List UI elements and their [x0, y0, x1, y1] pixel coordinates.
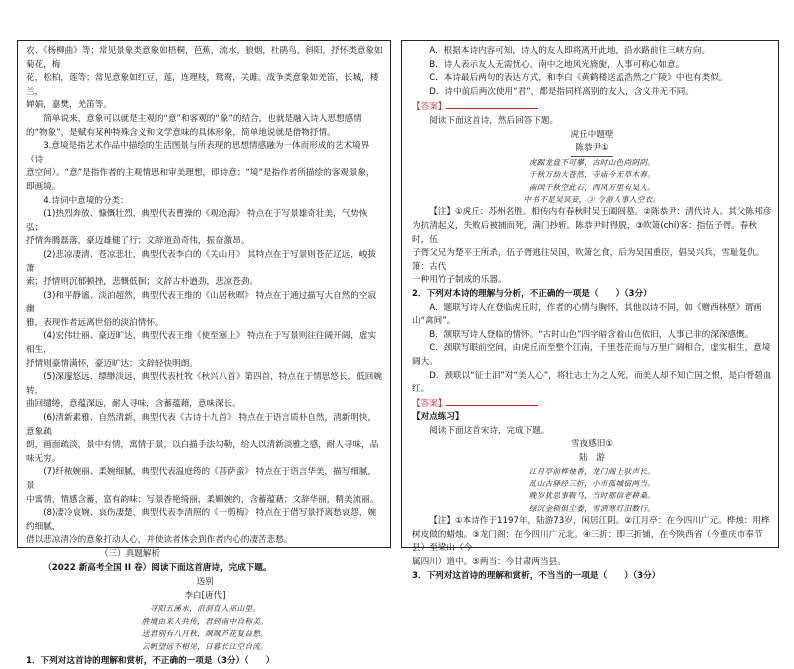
exam-intro-2: 阅读下面这首诗，然后回答下题。 — [429, 115, 559, 126]
note-line: 属四川）道中。⑤两当：今甘肃两当县。 — [412, 557, 566, 568]
question-3: 3．下列对这首诗的理解和赏析，不当当的一项是（ ）（3分） — [412, 570, 661, 581]
body-line: 婵娟，嘉樊，羌笛等。 — [26, 100, 112, 111]
body-line: 农、《杨柳曲》等；常见景象类意象如梧桐，芭蕉，流水，狼烟，杜鹃鸟，斜阳，抒怀类意象如菊花，梅 — [26, 46, 383, 70]
question-1: 1．下列对这首诗的理解和赏析，不正确的一项是（3分）（ ） — [26, 655, 275, 666]
note-line: 一种用竹子制成的乐器。 — [412, 275, 507, 286]
note-line: 子胥父兄为楚平王所杀，伍子胥逃往吴国，吹箫乞食，后为吴国重臣，倡吴兴兵，雪耻复仇。箫：古代 — [412, 248, 765, 272]
body-line: 借以悲凉清冷的意象打动人心，并使读者体会到作者内心的凄苦悲愁。 — [26, 535, 293, 546]
poem-line: 云帆望远不相见，日暮长江空自流。 — [141, 641, 269, 651]
practice-title: 【对点练习】 — [412, 412, 464, 423]
answer-line-2: 【答案】 — [412, 397, 772, 412]
option-line: 红。 — [412, 384, 430, 395]
body-line: 朗，画面疏淡，景中有情，寓情于景，以白描手法勾勒，给人以清新淡雅之感，耐人寻味，品味无穷。 — [26, 440, 379, 464]
poem1-author: 陈恭尹① — [412, 142, 772, 157]
body-line: 雅，表现作者远离世俗的淡泊情怀。 — [26, 317, 164, 328]
practice-intro: 阅读下面这首宋诗，完成下题。 — [429, 425, 550, 436]
option-line: C．颈联写眼前空间，由虎丘而至整个江南，千里苍茫而与万里广阔相合，虚实相生，意境阔大。 — [412, 343, 771, 367]
option-line: B．颔联写诗人登临的情怀。“古时山色”四字暗含着山色依旧，人事已非的深深感慨。 — [429, 329, 754, 340]
poem-line: 江月亭前桦烛香，龙门阁上驮声长。 — [528, 466, 656, 476]
poem2-notes — [412, 515, 772, 569]
body-line: (5)深邃悠远、缥缈淡远，典型代表杜牧《秋兴八首》第四首，特点在于情思悠长，低回婉转， — [26, 372, 382, 396]
poem-line: 千秋万劫大苍然，寺庙今无草木春。 — [528, 170, 656, 180]
note-line: 【注】①本诗作于1197年，陆游73岁，闲居江阴。②江月亭：在今四川广元。桦烛：用桦 — [429, 516, 770, 527]
body-line: (7)纤秾婉丽、柔婉细腻，典型代表温庭筠的《菩萨蛮》 特点在于语言华美，描写细腻，景 — [26, 467, 377, 491]
question-2: 2．下列对本诗的理解与分析，不正确的一项是（ ）（3分） — [412, 288, 652, 299]
body-line: 简单说来，意象可以就是主观的“意”和客观的“象”的结合，也就是融入诗人思想感情 — [43, 113, 362, 124]
option-line: D．诗中前后两次使用“君”，都是指同样离别的友人，含义并无不同。 — [429, 86, 694, 97]
answer-line-1: 【答案】 — [412, 100, 772, 115]
poem-line: 虎踞龙盘不可攀，古时山色尚阴阴。 — [528, 157, 656, 167]
body-line: 花，松柏，莲等；常见意象如红豆，莲，连理枝，鸳鸯，关雎。战争类意象如羌笛，长城，楼兰， — [26, 73, 379, 97]
poem1-notes — [412, 206, 772, 288]
body-line: 意空间）。“意”是指作者的主观情思和审美理想，即诗意；“境”是指作者所描绘的客观景象， — [26, 168, 375, 179]
poem-line: 乱山古驿经三折，小市孤城宿两当。 — [528, 479, 656, 489]
body-line: 3.意境是指艺术作品中描绘的生活图景与所表现的思想情感融为一体而形成的艺术境界（诗 — [26, 141, 370, 165]
body-line: 索；抒情则沉郁顿挫，悲慨低徊；文辞古朴遒劲，悲凉苍劲。 — [26, 277, 259, 288]
body-line: (3)和平静谧、淡泊超然，典型代表王维的《山居秋暝》 特点在于通过描写大自然的空寂幽 — [26, 290, 377, 315]
poem-line: 送君别有八月秋，飒飒芦花复益愁。 — [141, 629, 269, 639]
poem-line: 晚岁犹思事鞍马，当时那信老耕桑。 — [528, 491, 656, 501]
note-line: 【注】①虎丘：苏州名胜。相传内有春秋时吴王阖闾墓。②陈恭尹：清代诗人。其父陈邦彦 — [429, 207, 772, 218]
option-line: A．根据本诗内容可知，诗人的友人即将离开此地，沿水路前往三峡方向。 — [429, 46, 711, 56]
left-body-text — [26, 45, 384, 548]
body-line: 的“物象”，是赋有某种特殊含义和文学意味的具体形象，简单地说就是借物抒情。 — [26, 127, 336, 138]
option-line: B．诗人表示友人无需忧心，南中之地风光旖旎，人事可称心如意。 — [429, 59, 685, 70]
body-line: 抒情奔腾磊落，豪迈雄健了行；文辞道劲奇伟，振奋激昂。 — [26, 236, 250, 247]
options-question-2 — [412, 302, 772, 397]
poem-title: 送别 — [196, 577, 214, 588]
poem-body — [26, 603, 384, 653]
right-column — [401, 40, 779, 581]
body-line: 中寓情，情感含蓄，富有韵味；写景香艳绮丽，柔媚婉约，含蓄蕴藉；文辞华丽，精美流丽。 — [26, 494, 379, 505]
body-line: 4.诗词中意境的分类： — [43, 195, 129, 206]
option-line: A．题联写诗人在登临虎丘时，作者的心情与胸怀，其他以诗不同，如《赠西林壁》谓画山“禽间”。 — [412, 302, 762, 327]
body-line: 即画境。 — [26, 181, 61, 192]
poem-line: 寻阳五溪水，沿洄直入巫山里。 — [149, 604, 261, 614]
left-column — [17, 40, 391, 666]
options-question-1 — [412, 45, 772, 99]
exam-intro: （2022 新高考全国 II 卷）阅读下面这首唐诗，完成下题。 — [43, 562, 272, 573]
poem-line: 南国千秋空此石，西风万里有吴人。 — [528, 182, 656, 192]
poem1-title: 虎丘中题壁 — [570, 129, 614, 140]
poem2-title: 雪夜感旧① — [570, 439, 614, 450]
note-line: 为抗清起义，失败后被捕而死，满门抄斩。陈恭尹时得脱，③吹箫(chí)客：指伍子胥。春秋时，伍 — [412, 220, 757, 245]
note-line: 树皮做的蜡烛。③龙门阁：在今四川广元北。④三折：即三折铺，在今陕西省（今重庆市奉节县）至梁山（今 — [412, 529, 763, 554]
body-line: (1)热烈奔放、慷慨壮烈，典型代表曹操的《观沧海》 特点在于写景雄奇壮美，气势恢弘； — [26, 209, 368, 233]
body-line: 抒情则豪情满怀，豪迈旷达；文辞轻快明朗。 — [26, 358, 198, 369]
poem-author: 李白[唐代] — [184, 590, 226, 601]
body-line: (6)清新素雅、自然清新，典型代表《古诗十九首》 特点在于语言质朴自然，清新明快，意象疏 — [26, 413, 377, 437]
body-line: (2)悲凉凄清、苍凉悲壮，典型代表李白的《关山月》 其特点在于写景则苍茫辽远，峻拔萧 — [26, 249, 377, 274]
poem2-author: 陆 游 — [579, 453, 605, 464]
poem-line: 绿沉金锁俱尘委，雪洒寒灯泪数行。 — [528, 503, 656, 513]
poem1-body — [412, 157, 772, 207]
option-line: D．颈联以“征士泪”对“美人心”，将壮志士为之人死，而美人却不知亡国之恨，是白骨碧血 — [429, 370, 772, 381]
body-line: 曲回缱绻，意蕴深远，耐人寻味，含蓄蕴藉，意味深长。 — [26, 399, 241, 410]
poem-line: 中书不是吴冥妾，③ 令游人事入空衣。 — [523, 194, 661, 204]
body-line: (4)宏伟壮丽、豪迈旷达，典型代表王维《使至塞上》 特点在于写景则往往阔开阔，虚实相生， — [26, 331, 377, 356]
poem2-body — [412, 466, 772, 516]
option-line: C．本诗最后两句的表达方式，和李白《黄鹤楼送孟浩然之广陵》中也有类似。 — [429, 73, 728, 84]
poem-line: 胜境由来人共传，君到南中自称美。 — [141, 616, 269, 626]
body-line: (8)凄冷哀婉、哀伤凄楚，典型代表李清照的《一剪梅》 特点在于借写景抒离愁哀怨，婉约细腻， — [26, 508, 377, 532]
section-title: （三）真题解析 — [99, 548, 161, 559]
